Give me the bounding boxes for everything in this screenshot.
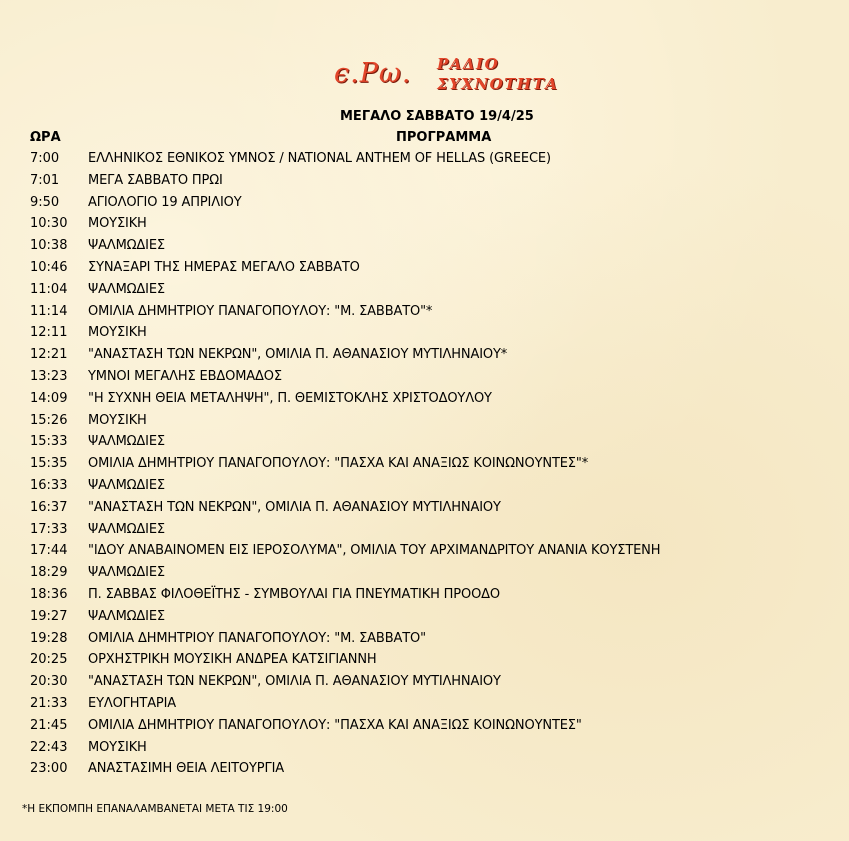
schedule-time: 9:50 <box>30 194 60 210</box>
schedule-program: ΟΜΙΛΙΑ ΔΗΜΗΤΡΙΟΥ ΠΑΝΑΓΟΠΟΥΛΟΥ: "ΠΑΣΧΑ ΚΑΙ ΑΝΑΞΙΩΣ ΚΟΙΝΩΝΟΥΝΤΕΣ"* <box>88 456 589 472</box>
schedule-program: "Η ΣΥΧΝΗ ΘΕΙΑ ΜΕΤΑΛΗΨΗ", Π. ΘΕΜΙΣΤΟΚΛΗΣ ΧΡΙΣΤΟΔΟΥΛΟΥ <box>88 390 492 406</box>
schedule-row <box>0 192 849 214</box>
schedule-row <box>0 540 849 562</box>
logo-wordmark <box>437 54 558 94</box>
schedule-list <box>0 148 849 780</box>
schedule-program: ΑΝΑΣΤΑΣΙΜΗ ΘΕΙΑ ΛΕΙΤΟΥΡΓΙΑ <box>88 761 285 777</box>
schedule-row <box>0 257 849 279</box>
schedule-program: ΨΑΛΜΩΔΙΕΣ <box>88 608 165 624</box>
schedule-time: 23:00 <box>30 761 68 777</box>
schedule-program: "ΑΝΑΣΤΑΣΗ ΤΩΝ ΝΕΚΡΩΝ", ΟΜΙΛΙΑ Π. ΑΘΑΝΑΣΙΟΥ ΜΥΤΙΛΗΝΑΙΟΥ <box>88 499 501 515</box>
schedule-time: 16:37 <box>30 499 68 515</box>
schedule-program: "ΑΝΑΣΤΑΣΗ ΤΩΝ ΝΕΚΡΩΝ", ΟΜΙΛΙΑ Π. ΑΘΑΝΑΣΙΟΥ ΜΥΤΙΛΗΝΑΙΟΥ* <box>88 347 508 363</box>
schedule-row <box>0 758 849 780</box>
schedule-time: 21:45 <box>30 717 68 733</box>
schedule-time: 11:14 <box>30 303 68 319</box>
schedule-time: 20:30 <box>30 674 68 690</box>
schedule-time: 14:09 <box>30 390 68 406</box>
schedule-time: 10:38 <box>30 238 68 254</box>
schedule-row <box>0 606 849 628</box>
schedule-time: 10:30 <box>30 216 68 232</box>
schedule-time: 7:01 <box>30 172 60 188</box>
schedule-program: ΕΥΛΟΓΗΤΑΡΙΑ <box>88 695 177 711</box>
schedule-program: ΨΑΛΜΩΔΙΕΣ <box>88 521 165 537</box>
schedule-row <box>0 388 849 410</box>
schedule-row <box>0 584 849 606</box>
schedule-program: ΜΟΥΣΙΚΗ <box>88 739 147 755</box>
schedule-row <box>0 431 849 453</box>
schedule-time: 12:21 <box>30 347 68 363</box>
logo-mark: ϵ.Ρω. <box>334 58 412 89</box>
schedule-row <box>0 671 849 693</box>
schedule-row <box>0 715 849 737</box>
schedule-time: 15:35 <box>30 456 68 472</box>
schedule-time: 7:00 <box>30 151 60 166</box>
schedule-row <box>0 148 849 170</box>
schedule-time: 12:11 <box>30 325 68 341</box>
schedule-program: ΜΕΓΑ ΣΑΒΒΑΤΟ ΠΡΩΙ <box>88 172 223 188</box>
schedule-time: 19:28 <box>30 630 68 646</box>
schedule-time: 10:46 <box>30 259 68 275</box>
schedule-row <box>0 366 849 388</box>
schedule-row <box>0 453 849 475</box>
schedule-time: 19:27 <box>30 608 68 624</box>
logo-line-radio: ΡΑΔΙΟ <box>437 55 500 73</box>
schedule-program: "ΑΝΑΣΤΑΣΗ ΤΩΝ ΝΕΚΡΩΝ", ΟΜΙΛΙΑ Π. ΑΘΑΝΑΣΙΟΥ ΜΥΤΙΛΗΝΑΙΟΥ <box>88 674 501 690</box>
schedule-program: ΟΜΙΛΙΑ ΔΗΜΗΤΡΙΟΥ ΠΑΝΑΓΟΠΟΥΛΟΥ: "ΠΑΣΧΑ ΚΑΙ ΑΝΑΞΙΩΣ ΚΟΙΝΩΝΟΥΝΤΕΣ" <box>88 717 582 733</box>
schedule-row <box>0 562 849 584</box>
schedule-row <box>0 693 849 715</box>
schedule-program: Π. ΣΑΒΒΑΣ ΦΙΛΟΘΕΪΤΗΣ - ΣΥΜΒΟΥΛΑΙ ΓΙΑ ΠΝΕΥΜΑΤΙΚΗ ΠΡΟΟΔΟ <box>88 586 500 602</box>
schedule-program: ΥΜΝΟΙ ΜΕΓΑΛΗΣ ΕΒΔΟΜΑΔΟΣ <box>88 368 282 384</box>
schedule-program: ΑΓΙΟΛΟΓΙΟ 19 ΑΠΡΙΛΙΟΥ <box>88 194 242 210</box>
schedule-header <box>0 129 849 147</box>
station-logo <box>0 0 849 110</box>
footnote: *Η ΕΚΠΟΜΠΗ ΕΠΑΝΑΛΑΜΒΑΝΕΤΑΙ ΜΕΤΑ ΤΙΣ 19:00 <box>22 803 288 815</box>
schedule-row <box>0 475 849 497</box>
schedule-row <box>0 737 849 759</box>
schedule-program: ΜΟΥΣΙΚΗ <box>88 216 147 232</box>
schedule-time: 22:43 <box>30 739 68 755</box>
schedule-program: ΟΜΙΛΙΑ ΔΗΜΗΤΡΙΟΥ ΠΑΝΑΓΟΠΟΥΛΟΥ: "Μ. ΣΑΒΒΑΤΟ" <box>88 630 426 646</box>
schedule-time: 13:23 <box>30 368 68 384</box>
schedule-program: ΟΡΧΗΣΤΡΙΚΗ ΜΟΥΣΙΚΗ ΑΝΔΡΕΑ ΚΑΤΣΙΓΙΑΝΝΗ <box>88 652 377 668</box>
schedule-row <box>0 170 849 192</box>
schedule-program: ΨΑΛΜΩΔΙΕΣ <box>88 477 165 493</box>
schedule-row <box>0 213 849 235</box>
schedule-program: ΣΥΝΑΞΑΡΙ ΤΗΣ ΗΜΕΡΑΣ ΜΕΓΑΛΟ ΣΑΒΒΑΤΟ <box>88 259 360 275</box>
schedule-program: ΨΑΛΜΩΔΙΕΣ <box>88 281 165 297</box>
schedule-time: 18:36 <box>30 586 68 602</box>
logo-line-frequency: ΣΥΧΝΟΤΗΤΑ <box>437 75 559 93</box>
schedule-row <box>0 410 849 432</box>
schedule-time: 17:33 <box>30 521 68 537</box>
page-title: ΜΕΓΑΛΟ ΣΑΒΒΑΤΟ 19/4/25 <box>340 109 534 124</box>
schedule-row <box>0 519 849 541</box>
schedule-time: 15:33 <box>30 434 68 450</box>
schedule-time: 17:44 <box>30 543 68 559</box>
schedule-program: ΨΑΛΜΩΔΙΕΣ <box>88 434 165 450</box>
column-header-time: ΩΡΑ <box>30 130 61 145</box>
schedule-row <box>0 344 849 366</box>
schedule-program: ΟΜΙΛΙΑ ΔΗΜΗΤΡΙΟΥ ΠΑΝΑΓΟΠΟΥΛΟΥ: "Μ. ΣΑΒΒΑΤΟ"* <box>88 303 433 319</box>
column-header-program: ΠΡΟΓΡΑΜΜΑ <box>396 130 492 145</box>
schedule-row <box>0 235 849 257</box>
schedule-row <box>0 497 849 519</box>
schedule-time: 11:04 <box>30 281 68 297</box>
schedule-program: ΨΑΛΜΩΔΙΕΣ <box>88 565 165 581</box>
schedule-time: 15:26 <box>30 412 68 428</box>
schedule-program: ΜΟΥΣΙΚΗ <box>88 325 147 341</box>
schedule-row <box>0 322 849 344</box>
schedule-program: ΜΟΥΣΙΚΗ <box>88 412 147 428</box>
schedule-time: 16:33 <box>30 477 68 493</box>
schedule-row <box>0 279 849 301</box>
schedule-program: ΕΛΛΗΝΙΚΟΣ ΕΘΝΙΚΟΣ ΥΜΝΟΣ / NATIONAL ANTHEM OF HELLAS (GREECE) <box>88 151 551 166</box>
schedule-row <box>0 628 849 650</box>
schedule-row <box>0 301 849 323</box>
schedule-program: ΨΑΛΜΩΔΙΕΣ <box>88 238 165 254</box>
schedule-time: 18:29 <box>30 565 68 581</box>
schedule-time: 20:25 <box>30 652 68 668</box>
schedule-row <box>0 649 849 671</box>
schedule-time: 21:33 <box>30 695 68 711</box>
schedule-program: "ΙΔΟΥ ΑΝΑΒΑΙΝΟΜΕΝ ΕΙΣ ΙΕΡΟΣΟΛΥΜΑ", ΟΜΙΛΙΑ ΤΟΥ ΑΡΧΙΜΑΝΔΡΙΤΟΥ ΑΝΑΝΙΑ ΚΟΥΣΤΕΝΗ <box>88 543 661 559</box>
